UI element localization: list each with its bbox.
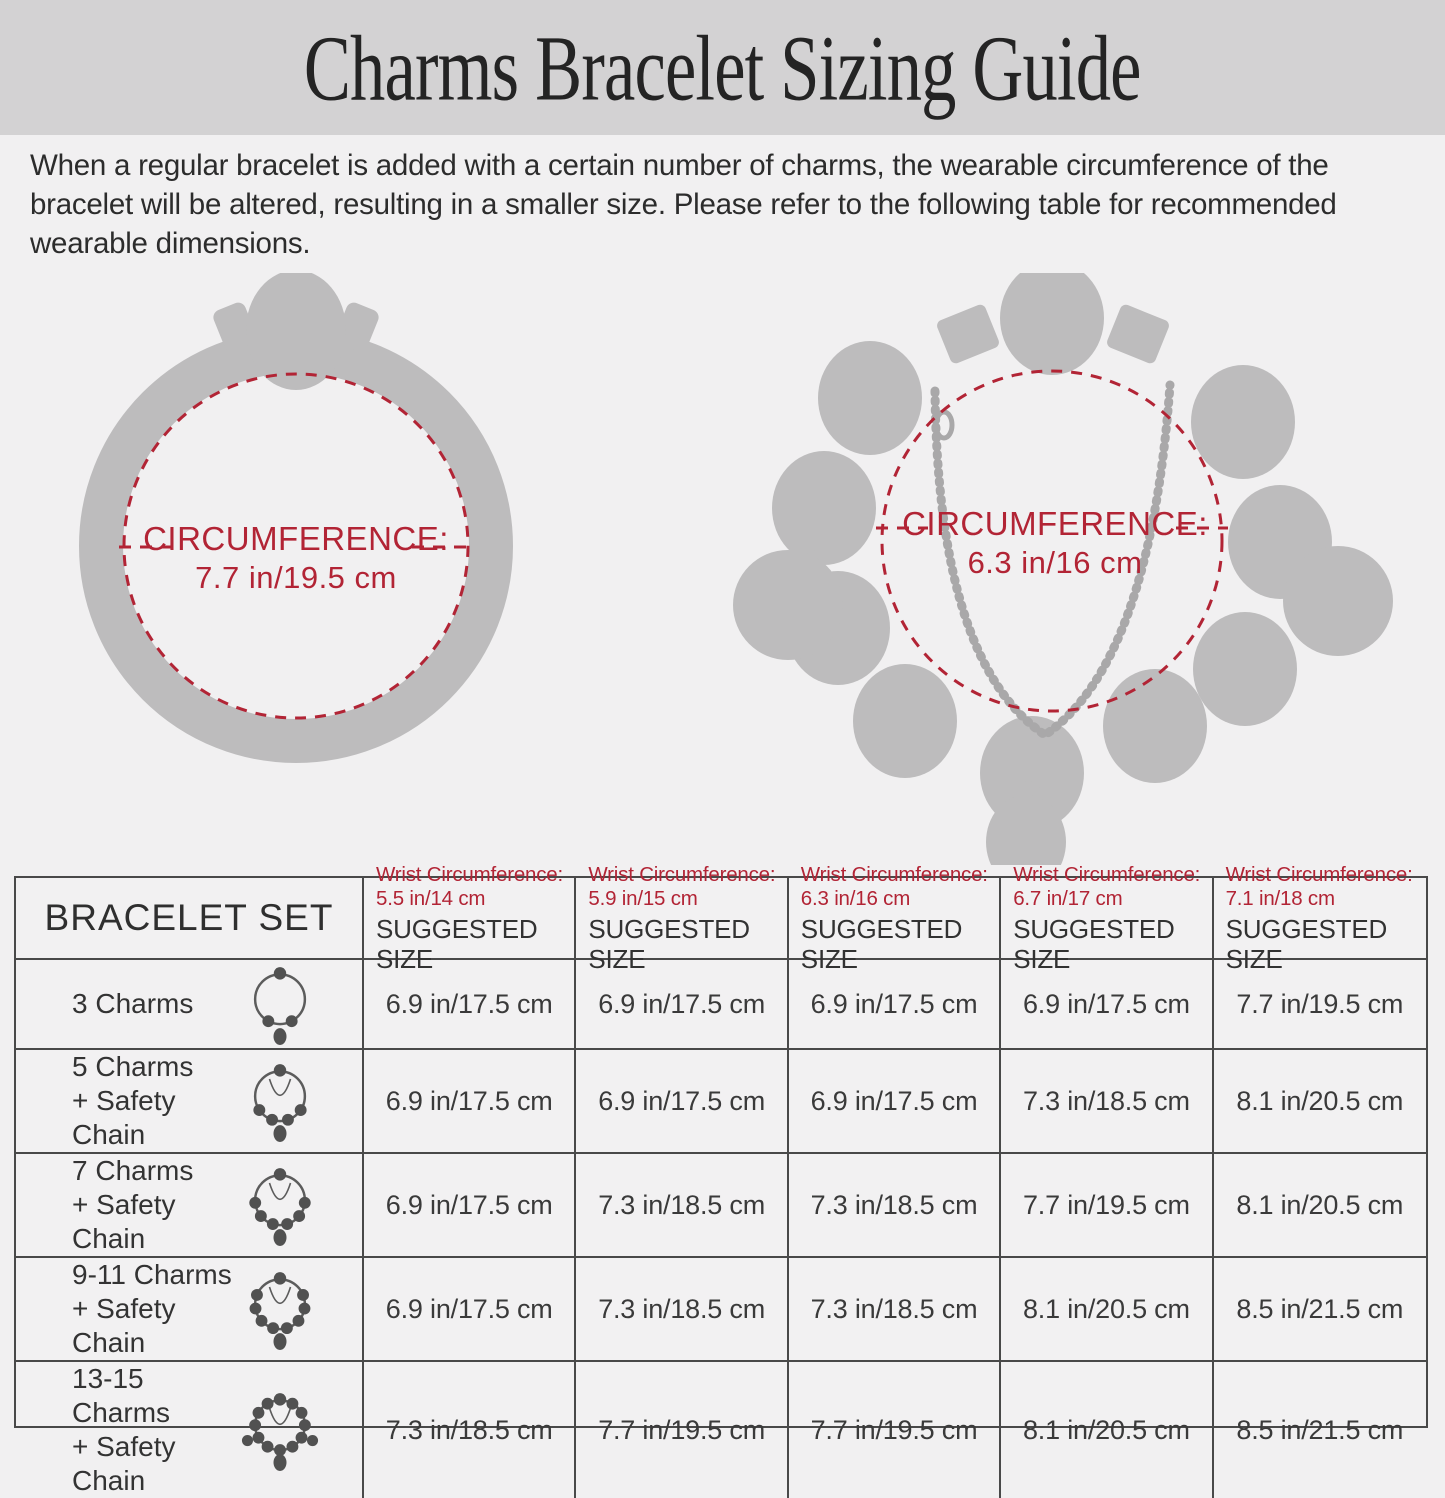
wrist-circumference-label: Wrist Circumference: (1225, 862, 1413, 886)
size-cell: 6.9 in/17.5 cm (364, 960, 576, 1050)
size-cell: 8.1 in/20.5 cm (1001, 1362, 1213, 1498)
size-cell: 6.9 in/17.5 cm (364, 1258, 576, 1362)
size-cell: 7.3 in/18.5 cm (789, 1154, 1001, 1258)
title-bar (0, 0, 1445, 135)
bracelet-set-header: BRACELET SET (16, 878, 364, 960)
col-header-wrist-15cm (576, 862, 788, 974)
table-row-label-9-11-charms (16, 1258, 364, 1362)
suggested-size-label: SUGGESTED SIZE (800, 913, 963, 974)
wrist-circumference-label: Wrist Circumference: (376, 862, 563, 886)
circumference-value: 6.3 in/16 cm (967, 545, 1143, 580)
suggested-size-label: SUGGESTED SIZE (376, 913, 538, 974)
size-cell: 8.5 in/21.5 cm (1236, 1414, 1404, 1445)
size-cell: 7.3 in/18.5 cm (789, 1258, 1001, 1362)
size-cell: 7.7 in/19.5 cm (576, 1362, 788, 1498)
wrist-circumference-label: Wrist Circumference: (588, 862, 776, 886)
size-cell: 6.9 in/17.5 cm (364, 1050, 576, 1154)
wrist-circumference-value: 5.5 in/14 cm (376, 886, 486, 910)
wrist-circumference-value: 5.9 in/15 cm (588, 886, 698, 910)
bracelet-set-icon (236, 960, 324, 1048)
col-header-wrist-14cm (364, 862, 576, 974)
bracelet-set-icon (236, 1161, 324, 1249)
row-label: 13-15 Charms (72, 1363, 171, 1428)
bracelet-set-icon (236, 1265, 324, 1353)
wrist-circumference-value: 6.7 in/17 cm (1013, 886, 1123, 910)
intro-text: When a regular bracelet is added with a certain number of charms, the wearable circumference of the bracelet will be altered, resulting in a smaller size. Please refer to the following table for recommended wearable dimensions. (30, 149, 1337, 260)
size-cell: 6.9 in/17.5 cm (576, 1050, 788, 1154)
circumference-label: CIRCUMFERENCE: (902, 505, 1208, 542)
row-sublabel: + Safety Chain (72, 1431, 176, 1496)
bracelet-set-icon (236, 1386, 324, 1474)
size-cell: 8.1 in/20.5 cm (1214, 1154, 1426, 1258)
clasp-bead-shape (246, 273, 346, 390)
size-cell: 8.5 in/21.5 cm (1214, 1258, 1426, 1362)
size-cell: 6.9 in/17.5 cm (364, 1154, 576, 1258)
plain-bracelet-diagram (101, 273, 491, 741)
row-label: 3 Charms (72, 988, 194, 1019)
row-sublabel: + Safety Chain (72, 1293, 176, 1358)
col-header-wrist-18cm (1214, 862, 1426, 974)
table-row-label-5-charms (16, 1050, 364, 1154)
charm-bracelet-diagram (733, 273, 1393, 865)
size-cell: 7.7 in/19.5 cm (1001, 1154, 1213, 1258)
table-row-label-7-charms (16, 1154, 364, 1258)
col-header-wrist-17cm (1001, 862, 1213, 974)
wrist-circumference-value: 7.1 in/18 cm (1225, 886, 1335, 910)
size-cell: 6.9 in/17.5 cm (789, 1050, 1001, 1154)
sizing-table (14, 862, 1428, 1496)
suggested-size-label: SUGGESTED SIZE (1225, 913, 1388, 974)
suggested-size-label: SUGGESTED SIZE (1013, 913, 1175, 974)
size-cell: 6.9 in/17.5 cm (1001, 960, 1213, 1050)
suggested-size-label: SUGGESTED SIZE (588, 913, 750, 974)
wrist-circumference-label: Wrist Circumference: (1013, 862, 1201, 886)
wrist-circumference-value: 6.3 in/16 cm (800, 886, 911, 910)
size-cell: 7.3 in/18.5 cm (364, 1362, 576, 1498)
circumference-value: 7.7 in/19.5 cm (195, 560, 397, 595)
bracelet-diagrams (0, 273, 1445, 865)
row-label: 7 Charms (72, 1155, 194, 1186)
size-cell: 8.1 in/20.5 cm (1214, 1050, 1426, 1154)
bracelet-set-icon (236, 1057, 324, 1145)
size-cell: 6.9 in/17.5 cm (576, 960, 788, 1050)
size-cell: 8.1 in/20.5 cm (1001, 1258, 1213, 1362)
table-row-label-3-charms (16, 960, 364, 1050)
table-row-label-13-15-charms (16, 1362, 364, 1498)
col-header-wrist-16cm (789, 862, 1001, 974)
size-cell: 7.7 in/19.5 cm (789, 1362, 1001, 1498)
size-cell: 7.3 in/18.5 cm (576, 1154, 788, 1258)
wrist-circumference-label: Wrist Circumference: (800, 862, 988, 886)
size-cell: 7.3 in/18.5 cm (1001, 1050, 1213, 1154)
row-sublabel: + Safety Chain (72, 1085, 176, 1150)
size-cell: 6.9 in/17.5 cm (789, 960, 1001, 1050)
row-sublabel: + Safety Chain (72, 1189, 176, 1254)
row-label: 5 Charms (72, 1051, 194, 1082)
page-title: Charms Bracelet Sizing Guide (304, 15, 1141, 120)
circumference-label: CIRCUMFERENCE: (143, 520, 449, 557)
row-label: 9-11 Charms (72, 1259, 232, 1290)
size-cell: 7.3 in/18.5 cm (576, 1258, 788, 1362)
size-cell: 7.7 in/19.5 cm (1214, 960, 1426, 1050)
